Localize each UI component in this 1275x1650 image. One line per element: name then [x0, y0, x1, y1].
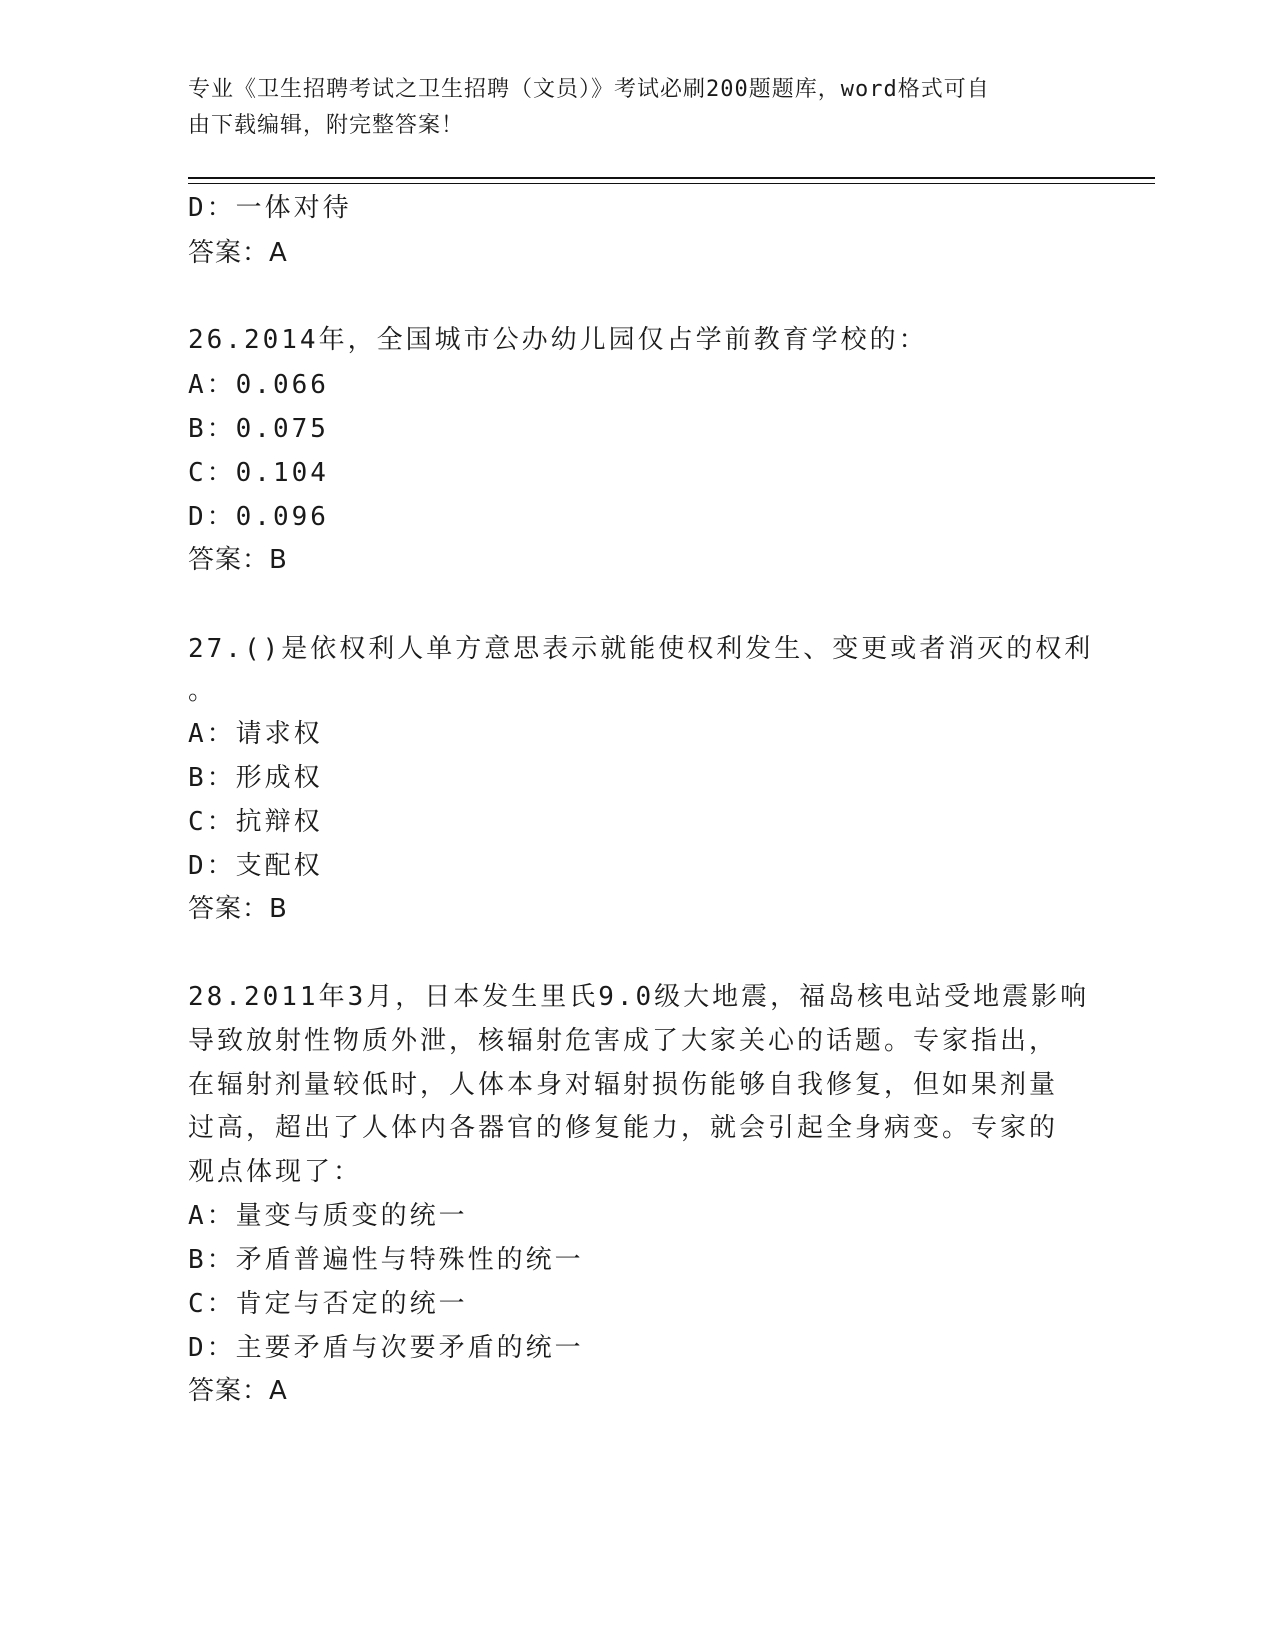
q27-option-a: A：请求权 — [188, 719, 323, 749]
q27-stem-line-2: 。 — [188, 676, 218, 706]
q27-answer: 答案：B — [188, 894, 288, 924]
header-divider-thick — [188, 177, 1155, 179]
q27-stem-line-1: 27.()是依权利人单方意思表示就能使权利发生、变更或者消灭的权利 — [188, 634, 1094, 664]
prev-option-d: D：一体对待 — [188, 193, 352, 223]
q26-stem: 26.2014年，全国城市公办幼儿园仅占学前教育学校的： — [188, 325, 928, 355]
q28-stem-line-4: 过高，超出了人体内各器官的修复能力，就会引起全身病变。专家的 — [188, 1113, 1059, 1143]
q28-answer: 答案：A — [188, 1376, 288, 1406]
q28-stem-line-2: 导致放射性物质外泄，核辐射危害成了大家关心的话题。专家指出， — [188, 1026, 1059, 1056]
header-divider-thin — [188, 183, 1155, 184]
q28-option-b: B：矛盾普遍性与特殊性的统一 — [188, 1245, 584, 1275]
q28-stem-line-3: 在辐射剂量较低时，人体本身对辐射损伤能够自我修复，但如果剂量 — [188, 1070, 1059, 1100]
q28-stem-line-1: 28.2011年3月，日本发生里氏9.0级大地震，福岛核电站受地震影响 — [188, 982, 1090, 1012]
q28-option-d: D：主要矛盾与次要矛盾的统一 — [188, 1333, 584, 1363]
q26-option-b: B：0.075 — [188, 414, 329, 444]
document-header — [188, 72, 1068, 144]
q26-answer: 答案：B — [188, 545, 288, 575]
q28-stem-line-5: 观点体现了： — [188, 1157, 363, 1187]
q28-option-c: C：肯定与否定的统一 — [188, 1289, 468, 1319]
q26-option-a: A：0.066 — [188, 370, 329, 400]
header-title-line-1: 专业《卫生招聘考试之卫生招聘（文员）》考试必刷200题题库，word格式可自 — [188, 77, 990, 102]
q28-option-a: A：量变与质变的统一 — [188, 1201, 468, 1231]
q26-option-c: C：0.104 — [188, 458, 329, 488]
prev-answer: 答案：A — [188, 238, 288, 268]
q27-option-b: B：形成权 — [188, 763, 323, 793]
q27-option-c: C：抗辩权 — [188, 807, 323, 837]
q26-option-d: D：0.096 — [188, 502, 329, 532]
header-title-line-2: 由下载编辑，附完整答案！ — [188, 113, 465, 138]
q27-option-d: D：支配权 — [188, 851, 323, 881]
